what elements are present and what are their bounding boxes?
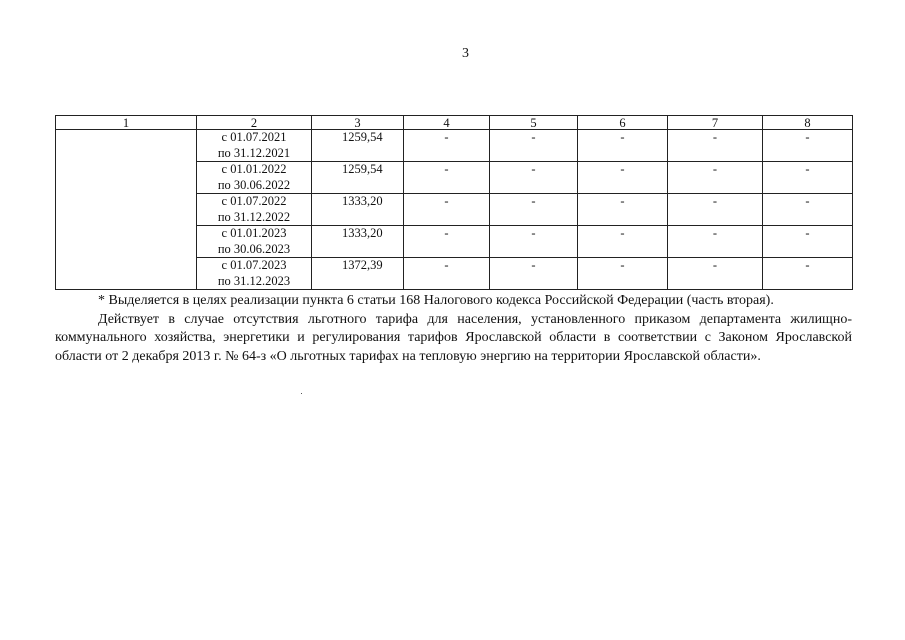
tariff-value-cell: 1333,20: [312, 194, 404, 226]
period-cell: [197, 130, 312, 162]
column-header-8: 8: [763, 116, 853, 130]
cell-col-5: -: [490, 130, 578, 162]
page-number: 3: [462, 46, 469, 61]
cell-col-8: -: [763, 258, 853, 290]
period-from: с 01.01.2023: [221, 226, 287, 240]
merged-column-1-cell: [56, 130, 197, 290]
cell-col-8: -: [763, 194, 853, 226]
table-header-row: [56, 116, 853, 130]
period-cell: [197, 162, 312, 194]
cell-col-5: -: [490, 194, 578, 226]
cell-col-4: -: [404, 258, 490, 290]
cell-col-5: -: [490, 162, 578, 194]
period-cell: [197, 258, 312, 290]
cell-col-7: -: [668, 194, 763, 226]
scan-speck: [301, 393, 302, 394]
tariff-table: [55, 115, 853, 290]
column-header-2: 2: [197, 116, 312, 130]
cell-col-8: -: [763, 162, 853, 194]
cell-col-8: -: [763, 226, 853, 258]
period-from: с 01.07.2022: [221, 194, 287, 208]
column-header-7: 7: [668, 116, 763, 130]
cell-col-4: -: [404, 162, 490, 194]
cell-col-6: -: [578, 194, 668, 226]
period-to: по 30.06.2023: [217, 241, 291, 256]
period-to: по 31.12.2021: [217, 145, 291, 160]
column-header-3: 3: [312, 116, 404, 130]
cell-col-7: -: [668, 130, 763, 162]
cell-col-5: -: [490, 258, 578, 290]
column-header-4: 4: [404, 116, 490, 130]
footnotes: [55, 292, 852, 366]
column-header-6: 6: [578, 116, 668, 130]
table-row: [56, 130, 853, 162]
cell-col-6: -: [578, 258, 668, 290]
period-from: с 01.07.2021: [221, 130, 287, 144]
period-from: с 01.07.2023: [221, 258, 287, 272]
tariff-value-cell: 1372,39: [312, 258, 404, 290]
cell-col-6: -: [578, 162, 668, 194]
period-cell: [197, 194, 312, 226]
period-to: по 30.06.2022: [217, 177, 291, 192]
period-to: по 31.12.2023: [217, 273, 291, 288]
cell-col-8: -: [763, 130, 853, 162]
period-from: с 01.01.2022: [221, 162, 287, 176]
cell-col-4: -: [404, 226, 490, 258]
cell-col-7: -: [668, 258, 763, 290]
footnote-preferential-tariff: Действует в случае отсутствия льготного тарифа для населения, установленного приказом департамента жилищно-коммунального хозяйства, энергетики и регулирования тарифов Ярославской области в соответствии с Законом Ярославской области от 2 декабря 2013 г. № 64-з «О льготных тарифах на тепловую энергию на территории Ярославской области».: [55, 311, 852, 364]
column-header-5: 5: [490, 116, 578, 130]
tariff-value-cell: 1259,54: [312, 130, 404, 162]
cell-col-6: -: [578, 130, 668, 162]
cell-col-4: -: [404, 194, 490, 226]
tariff-value-cell: 1333,20: [312, 226, 404, 258]
period-to: по 31.12.2022: [217, 209, 291, 224]
column-header-1: 1: [56, 116, 197, 130]
cell-col-5: -: [490, 226, 578, 258]
cell-col-6: -: [578, 226, 668, 258]
cell-col-7: -: [668, 226, 763, 258]
tariff-value-cell: 1259,54: [312, 162, 404, 194]
period-cell: [197, 226, 312, 258]
cell-col-4: -: [404, 130, 490, 162]
cell-col-7: -: [668, 162, 763, 194]
footnote-vat: * Выделяется в целях реализации пункта 6 статьи 168 Налогового кодекса Российской Федерации (часть вторая).: [98, 293, 774, 308]
